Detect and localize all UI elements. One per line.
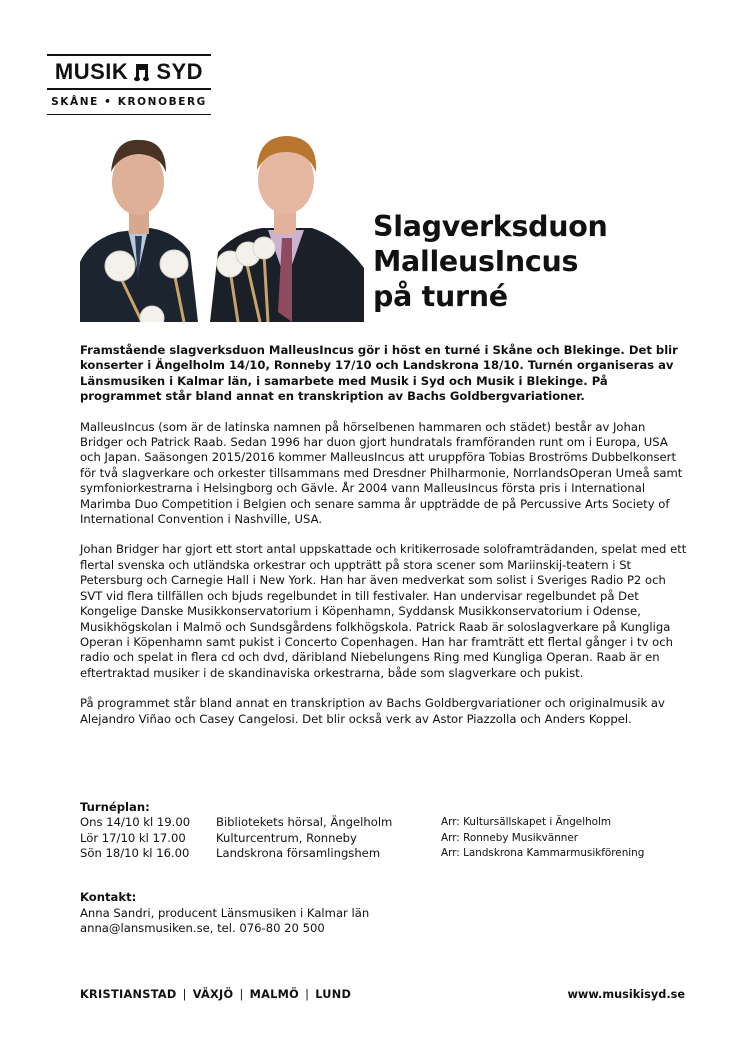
footer-separator: | [239, 988, 244, 1001]
lead-paragraph: Framstående slagverksduon MalleusIncus gör i höst en turné i Skåne och Blekinge. Det blir konserter i Ängelholm 14/10, Ronneby 17/10 och Landskrona 18/10. Turnén organiseras av Länsmusiken i Kalmar län, i samarbete med Musik i Syd och Musik i Blekinge. På programmet står bland annat en transkription av Bachs Goldbergvariationer. [80, 343, 678, 404]
body-paragraph-3: På programmet står bland annat en transkription av Bachs Goldbergvariationer och originalmusik av Alejandro Viñao och Casey Cangelosi. Det blir också verk av Astor Piazzolla och Anders Koppel. [80, 696, 665, 726]
tour-venue: Bibliotekets hörsal, Ängelholm [216, 815, 393, 829]
logo-name-right: SYD [156, 59, 204, 84]
tour-venue: Kulturcentrum, Ronneby [216, 830, 357, 845]
musik-i-syd-logo [47, 54, 211, 115]
footer-website-link[interactable]: www.musikisyd.se [567, 988, 685, 1001]
tour-venue: Landskrona församlingshem [216, 846, 381, 860]
footer-city: MALMÖ [249, 988, 300, 1001]
tour-schedule [80, 815, 644, 862]
tour-organizer: Arr: Landskrona Kammarmusikförening [441, 847, 645, 859]
footer-separator: | [182, 988, 187, 1001]
contact-details: anna@lansmusiken.se, tel. 076-80 20 500 [80, 921, 325, 935]
tour-date: Ons 14/10 kl 19.00 [80, 815, 191, 829]
tour-date: Sön 18/10 kl 16.00 [80, 846, 190, 860]
contact-block [80, 890, 369, 937]
logo-bottom-rule [47, 114, 211, 116]
duo-photo [80, 132, 364, 322]
footer [80, 988, 685, 1001]
headline-line-3: på turné [373, 280, 508, 313]
music-note-icon [134, 62, 150, 82]
contact-heading: Kontakt: [80, 890, 137, 904]
footer-city: VÄXJÖ [192, 988, 234, 1001]
footer-cities [80, 988, 351, 1001]
contact-name: Anna Sandri, producent Länsmusiken i Kalmar län [80, 905, 370, 920]
tour-row [80, 831, 644, 847]
tour-organizer: Arr: Ronneby Musikvänner [441, 831, 579, 844]
body-paragraph-1: MalleusIncus (som är de latinska namnen på hörselbenen hammaren och städet) består av Johan Bridger och Patrick Raab. Sedan 1996 har duon gjort hundratals framföranden runt om i Europa, USA och Japan. Saäsongen 2015/2016 kommer MalleusIncus att uruppföra Tobias Broströms Dubbelkonsert för två slagverkare och orkester tillsammans med Dresdner Philharmonie, NorrlandsOperan Umeå samt symfoniorkestrarna i Helsingborg och Gävle. År 2004 vann MalleusIncus första pris i International Marimba Duo Competition i Belgien och senare samma år uppträdde de på Percussive Arts Society of International Convention i Nashville, USA. [80, 419, 683, 527]
headline-line-2: MalleusIncus [373, 245, 579, 278]
logo-name-left: MUSIK [54, 59, 129, 84]
headline-line-1: Slagverksduon [373, 210, 608, 243]
tour-row [80, 815, 644, 831]
tour-heading: Turnéplan: [80, 800, 150, 814]
footer-separator: | [305, 988, 310, 1001]
tour-row [80, 846, 644, 862]
logo-wordmark [47, 56, 211, 88]
logo-region: SKÅNE • KRONOBERG [51, 95, 207, 108]
tour-date: Lör 17/10 kl 17.00 [80, 830, 186, 845]
article-body [80, 343, 690, 727]
footer-city: LUND [315, 988, 352, 1001]
headline [373, 209, 693, 314]
body-paragraph-2: Johan Bridger har gjort ett stort antal uppskattade och kritikerrosade soloframträdanden, spelat med ett flertal svenska och utländska orkestrar och uppträtt på stora scener som Mariinskij-teatern i St Petersburg och Carnegie Hall i New York. Han har även medverkat som solist i Sveriges Radio P2 och SVT vid flera tillfällen och bjuds regelbundet in till festivaler. Han undervisar regelbundet på Det Kongelige Danske Musikkonservatorium i Köpenhamn, Syddansk Musikkonservatorium i Odense, Musikhögskolan i Malmö och Sundsgårdens folkhögskola. Patrick Raab är soloslagverkare på Kungliga Operan i Köpenhamn samt pukist i Concerto Copenhagen. Han har framträtt ett flertal gånger i tv och radio och spelat in flera cd och dvd, däribland Niebelungens Ring med Kungliga Operan. Raab är en eftertraktad musiker i de skandinaviska orkestrarna, både som slagverkare och pukist. [80, 542, 687, 680]
tour-organizer: Arr: Kultursällskapet i Ängelholm [441, 816, 612, 828]
footer-city: KRISTIANSTAD [80, 988, 177, 1001]
